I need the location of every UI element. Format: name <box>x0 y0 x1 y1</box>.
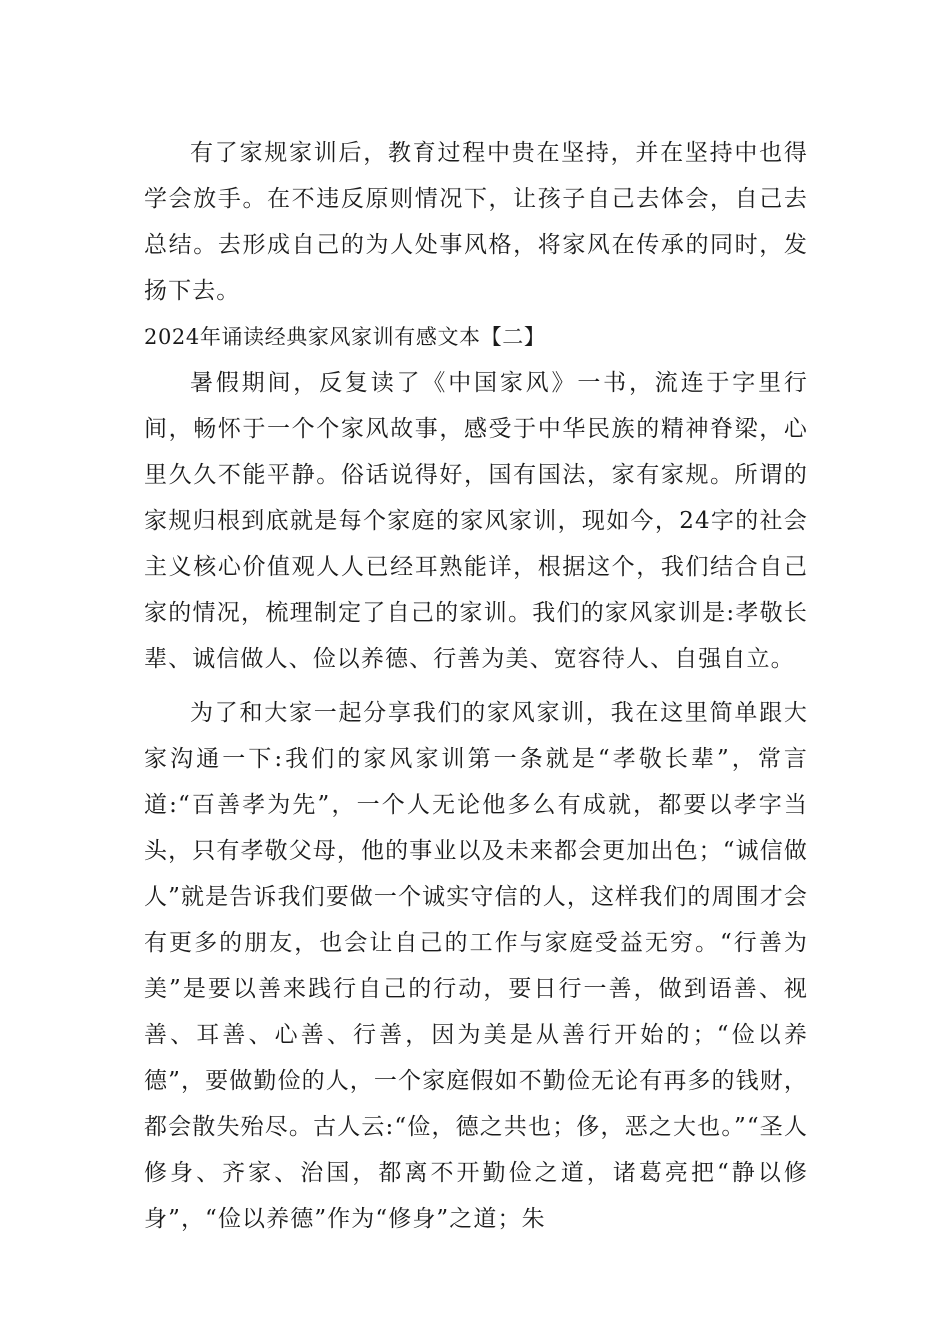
paragraph-summer-reading: 暑假期间，反复读了《中国家风》一书，流连于字里行间，畅怀于一个个家风故事，感受于中华民族的精神脊梁，心里久久不能平静。俗话说得好，国有国法，家有家规。所谓的家规归根到底就是每个家庭的家风家训，现如今，24字的社会主义核心价值观人人已经耳熟能详，根据这个，我们结合自己家的情况，梳理制定了自己的家训。我们的家风家训是:孝敬长辈、诚信做人、俭以养德、行善为美、宽容待人、自强自立。 <box>144 370 808 672</box>
paragraph-family-motto: 为了和大家一起分享我们的家风家训，我在这里简单跟大家沟通一下:我们的家风家训第一条就是“孝敬长辈”，常言道:“百善孝为先”，一个人无论他多么有成就，都要以孝字当头，只有孝敬父母，他的事业以及未来都会更加出色；“诚信做人”就是告诉我们要做一个诚实守信的人，这样我们的周围才会有更多的朋友，也会让自己的工作与家庭受益无穷。“行善为美”是要以善来践行自己的行动，要日行一善，做到语善、视善、耳善、心善、行善，因为美是从善行开始的；“俭以养德”，要做勤俭的人，一个家庭假如不勤俭无论有再多的钱财，都会散失殆尽。古人云:“俭，德之共也；侈，恶之大也。”“圣人修身、齐家、治国，都离不开勤俭之道，诸葛亮把“静以修身”，“俭以养德”作为“修身”之道；朱 <box>144 700 808 1232</box>
paragraph-intro: 有了家规家训后，教育过程中贵在坚持，并在坚持中也得学会放手。在不违反原则情况下，让孩子自己去体会，自己去总结。去形成自己的为人处事风格，将家风在传承的同时，发扬下去。 <box>144 140 808 304</box>
document-body <box>144 130 808 1242</box>
section-heading: 2024年诵读经典家风家训有感文本【二】 <box>144 325 546 349</box>
